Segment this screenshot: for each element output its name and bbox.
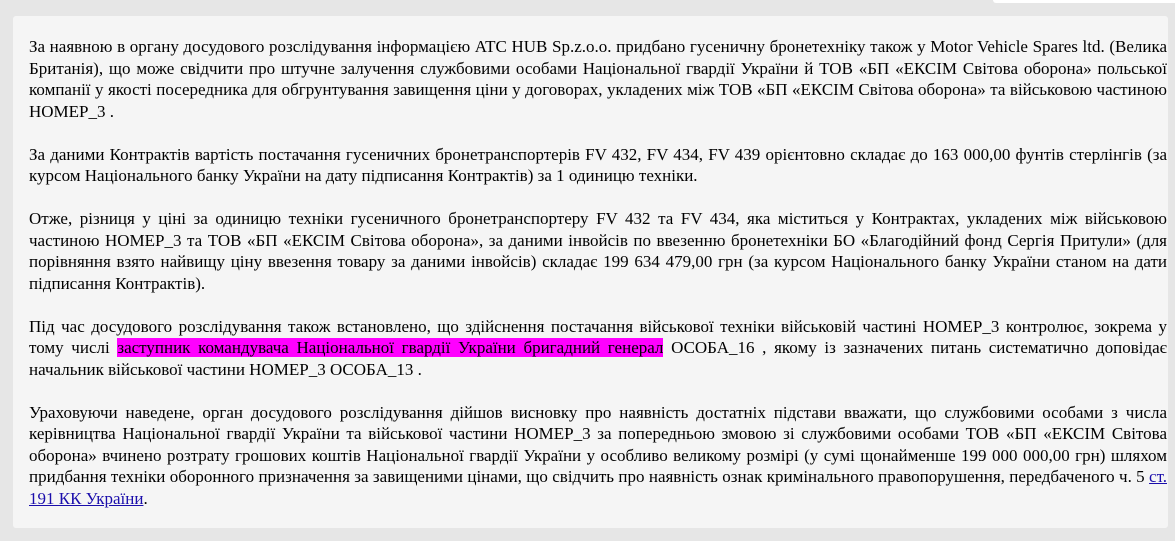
paragraph-4-text-before: Під час досудового розслідування також встановлено, що здійснення постачання військової техніки військовій частині НОМЕР_3 контролює, зокрема у тому числі [29, 316, 1167, 357]
document-panel [13, 16, 1168, 528]
paragraph-4-text-after: ОСОБА_16 , якому із зазначених питань систематично доповідає начальник військової частини НОМЕР_3 ОСОБА_13 . [29, 338, 1167, 379]
document-body [29, 36, 1167, 509]
law-reference-link[interactable]: ст. 191 КК України [29, 467, 1167, 508]
top-tab [993, 0, 1175, 3]
top-bar [0, 0, 1175, 8]
paragraph-2: За даними Контрактів вартість постачання гусеничних бронетранспортерів FV 432, FV 434, FV 439 орієнтовно складає до 163 000,00 фунтів стерлінгів (за курсом Національного банку України на дату підписання Контрактів) за 1 одиницю техніки. [29, 144, 1167, 185]
paragraph-1: За наявною в органу досудового розслідування інформацією ATC HUB Sp.z.o.o. придбано гусеничну бронетехніку також у Motor Vehicle Spares ltd. (Велика Британія), що може свідчити про штучне залучення службовими особами Національної гвардії України й ТОВ «БП «ЕКСІМ Світова оборона» польської компанії у якості посередника для обгрунтування завищення ціни у договорах, укладених між ТОВ «БП «ЕКСІМ Світова оборона» та військовою частиною НОМЕР_3 . [29, 37, 1167, 121]
paragraph-5-text-after: . [143, 488, 148, 508]
paragraph-5 [29, 402, 1167, 510]
paragraph-5-text-before: Ураховуючи наведене, орган досудового розслідування дійшов висновку про наявність достатніх підстави вважати, що службовими особами з числа керівництва Національної гвардії України та військової частини НОМЕР_3 за попередньою змовою зі службовими особами ТОВ «БП «ЕКСІМ Світова оборона» вчинено розтрату грошових коштів Національної гвардії України у особливо великому розмірі (у сумі щонайменше 199 000 000,00 грн) шляхом придбання техніки оборонного призначення за завищеними цінами, що свідчить про наявність ознак кримінального правопорушення, передбаченого ч. 5 [29, 402, 1167, 486]
paragraph-4 [29, 316, 1167, 381]
paragraph-3: Отже, різниця у ціні за одиницю техніки гусеничного бронетранспортеру FV 432 та FV 434, яка міститься у Контрактах, укладених між військовою частиною НОМЕР_3 та ТОВ «БП «ЕКСІМ Світова оборона», за даними інвойсів по ввезенню бронетехніки БО «Благодійний фонд Сергія Притули» (для порівняння взято найвищу ціну ввезення товару за даними інвойсів) складає 199 634 479,00 грн (за курсом Національного банку України станом на дати підписання Контрактів). [29, 209, 1167, 293]
highlighted-text: заступник командувача Національної гвардії України бригадний генерал [117, 338, 664, 357]
